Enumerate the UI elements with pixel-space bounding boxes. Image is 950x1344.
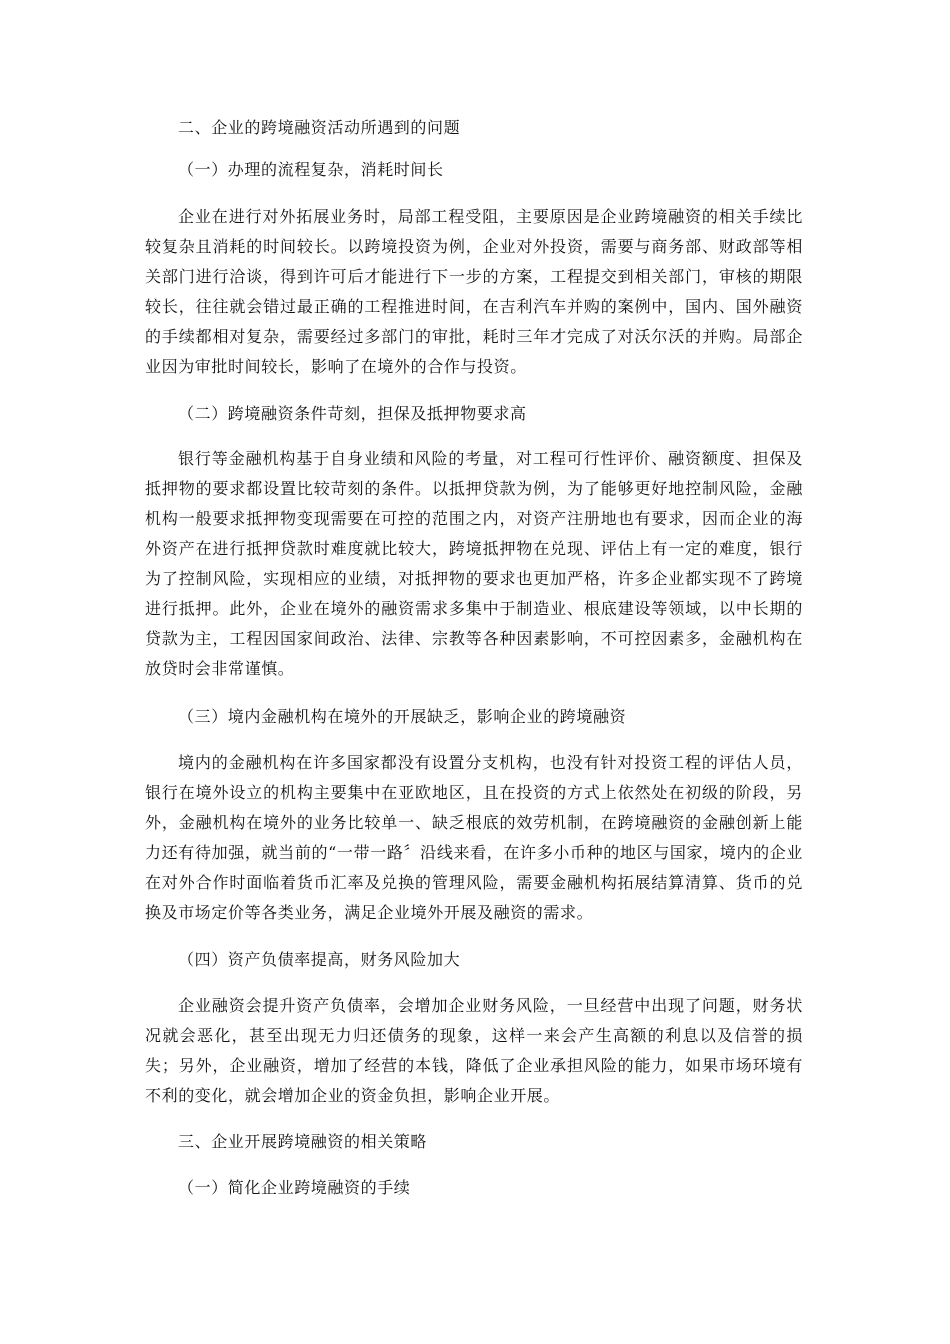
paragraph-4: 企业融资会提升资产负债率，会增加企业财务风险，一旦经营中出现了问题，财务状况就会恶化，甚至出现无力归还债务的现象，这样一来会产生高额的利息以及信誉的损失；另外，企业融资，增加了经营的本钱，降低了企业承担风险的能力，如果市场环境有不利的变化，就会增加企业的资金负担，影响企业开展。 [145, 996, 803, 1105]
section-heading-2: 二、企业的跨境融资活动所遇到的问题 [178, 118, 461, 137]
paragraph-2: 银行等金融机构基于自身业绩和风险的考量，对工程可行性评价、融资额度、担保及抵押物的要求都设置比较苛刻的条件。以抵押贷款为例，为了能够更好地控制风险，金融机构一般要求抵押物变现需要在可控的范围之内，对资产注册地也有要求，因而企业的海外资产在进行抵押贷款时难度就比较大，跨境抵押物在兑现、评估上有一定的难度，银行为了控制风险，实现相应的业绩，对抵押物的要求也更加严格，许多企业都实现不了跨境进行抵押。此外，企业在境外的融资需求多集中于制造业、根底建设等领域，以中长期的贷款为主，工程因国家间政治、法律、宗教等各种因素影响，不可控因素多，金融机构在放贷时会非常谨慎。 [145, 449, 803, 678]
subheading-5: （一）简化企业跨境融资的手续 [178, 1178, 411, 1197]
subheading-3: （三）境内金融机构在境外的开展缺乏，影响企业的跨境融资 [178, 707, 627, 726]
subheading-4: （四）资产负债率提高，财务风险加大 [178, 950, 461, 969]
section-heading-3: 三、企业开展跨境融资的相关策略 [178, 1132, 428, 1151]
paragraph-1: 企业在进行对外拓展业务时，局部工程受阻，主要原因是企业跨境融资的相关手续比较复杂且消耗的时间较长。以跨境投资为例，企业对外投资，需要与商务部、财政部等相关部门进行洽谈，得到许可后才能进行下一步的方案，工程提交到相关部门，审核的期限较长，往往就会错过最正确的工程推进时间，在吉利汽车并购的案例中，国内、国外融资的手续都相对复杂，需要经过多部门的审批，耗时三年才完成了对沃尔沃的并购。局部企业因为审批时间较长，影响了在境外的合作与投资。 [145, 207, 803, 376]
subheading-2: （二）跨境融资条件苛刻，担保及抵押物要求高 [178, 404, 527, 423]
paragraph-3: 境内的金融机构在许多国家都没有设置分支机构，也没有针对投资工程的评估人员，银行在境外设立的机构主要集中在亚欧地区，且在投资的方式上依然处在初级的阶段，另外，金融机构在境外的业务比较单一、缺乏根底的效劳机制，在跨境融资的金融创新上能力还有待加强，就当前的“一带一路〞沿线来看，在许多小币种的地区与国家，境内的企业在对外合作时面临着货币汇率及兑换的管理风险，需要金融机构拓展结算清算、货币的兑换及市场定价等各类业务，满足企业境外开展及融资的需求。 [145, 753, 803, 922]
subheading-1: （一）办理的流程复杂，消耗时间长 [178, 160, 444, 179]
